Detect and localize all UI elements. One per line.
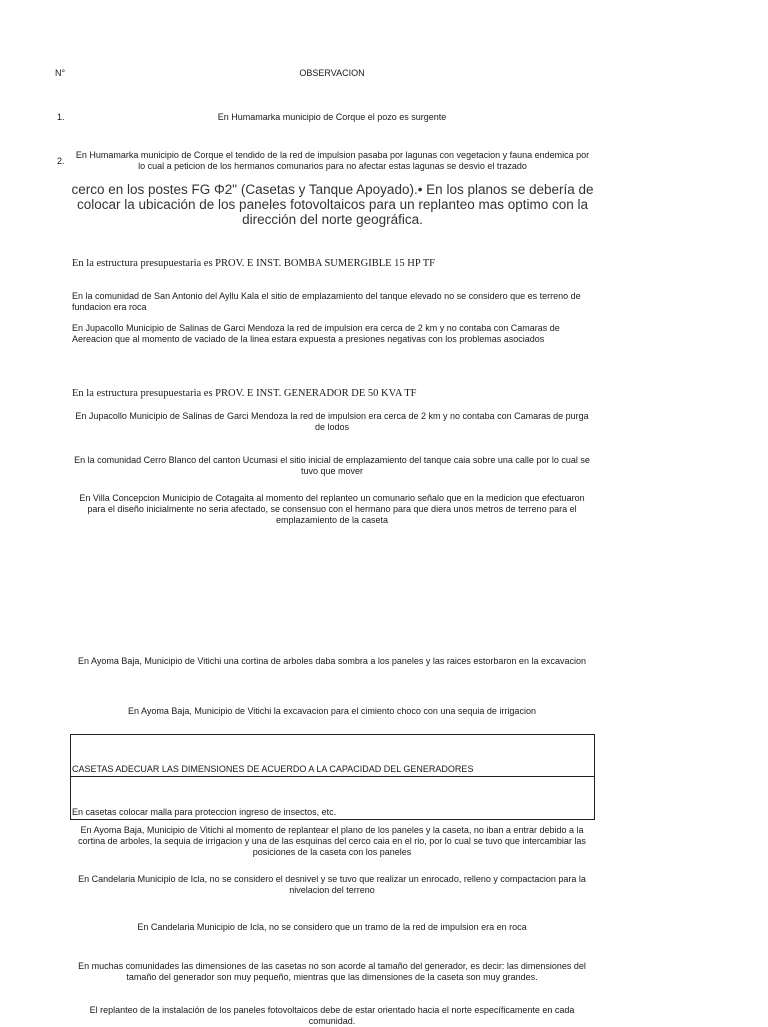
observation-text: En Candelaria Municipio de Icla, no se considero el desnivel y se tuvo que realizar un enrocado, relleno y compactacion para la nivelacion del terreno xyxy=(78,874,586,895)
observation-text: En muchas comunidades las dimensiones de las casetas no son acorde al tamaño del generador, es decir: las dimensiones del tamaño del generador son muy pequeño, mientras que las dimensiones de la caseta son muy grandes. xyxy=(78,961,586,982)
observation-text: En Villa Concepcion Municipio de Cotagaita al momento del replanteo un comunario señalo que en la medicion que efectuaron para el diseño inicialmente no seria afectado, se consensuo con el hermano para que diera unos metros de terreno para el emplazamiento de la caseta xyxy=(79,493,585,525)
observation-text: En Humamarka municipio de Corque el tendido de la red de impulsion pasaba por lagunas con vegetacion y fauna endemica por lo cual a peticion de los hermanos comunarios para no afectar estas lagunas se desvio el trazado xyxy=(75,150,590,171)
column-header-observation: OBSERVACION xyxy=(299,68,365,78)
observation-text: En Ayoma Baja, Municipio de Vitichi al momento de replantear el plano de los paneles y la caseta, no iban a entrar debido a la cortina de arboles, la sequia de irrigacion y una de las esquinas del cerco caia en el rio, por lo cual se tuvo que intercambiar las posiciones de la caseta con los paneles xyxy=(78,825,586,857)
row-number: 2. xyxy=(57,156,65,166)
budget-note-generator: En la estructura presupuestaria es PROV. E INST. GENERADOR DE 50 KVA TF xyxy=(72,388,417,399)
budget-note-pump: En la estructura presupuestaria es PROV. E INST. BOMBA SUMERGIBLE 15 HP TF xyxy=(72,258,436,269)
box-divider xyxy=(70,776,595,777)
row-number: 1. xyxy=(57,112,65,122)
observation-text: En Jupacollo Municipio de Salinas de Garci Mendoza la red de impulsion era cerca de 2 km y no contaba con Camaras de Aereacion que al momento de vaciado de la linea estara expuesta a presiones negativas con los problemas asociados xyxy=(72,323,560,344)
observation-text: En la comunidad de San Antonio del Ayllu Kala el sitio de emplazamiento del tanque elevado no se considero que es terreno de fundacion era roca xyxy=(72,291,581,312)
observation-text: En Ayoma Baja, Municipio de Vitichi una cortina de arboles daba sombra a los paneles y las raices estorbaron en la excavacion xyxy=(78,656,586,666)
column-header-number: N° xyxy=(55,68,66,78)
observation-text: En Candelaria Municipio de Icla, no se considero que un tramo de la red de impulsion era en roca xyxy=(137,922,527,932)
casetas-dimension-note: CASETAS ADECUAR LAS DIMENSIONES DE ACUERDO A LA CAPACIDAD DEL GENERADORES xyxy=(72,764,474,774)
overlay-observation-text: cerco en los postes FG Φ2" (Casetas y Tanque Apoyado).• En los planos se debería de colocar la ubicación de los paneles fotovoltaicos para un replanteo mas optimo con la dirección del norte geográfica. xyxy=(71,182,594,227)
observation-text: En Ayoma Baja, Municipio de Vitichi la excavacion para el cimiento choco con una sequia de irrigacion xyxy=(128,706,536,716)
observation-text: En Humamarka municipio de Corque el pozo es surgente xyxy=(217,112,447,122)
casetas-mesh-note: En casetas colocar malla para proteccion ingreso de insectos, etc. xyxy=(72,807,337,817)
observation-text: En Jupacollo Municipio de Salinas de Garci Mendoza la red de impulsion era cerca de 2 km y no contaba con Camaras de purga de lodos xyxy=(75,411,589,432)
observation-text: En la comunidad Cerro Blanco del canton Ucumasi el sitio inicial de emplazamiento del tanque caia sobre una calle por lo cual se tuvo que mover xyxy=(74,455,590,476)
observation-text: El replanteo de la instalación de los paneles fotovoltaicos debe de estar orientado hacia el norte específicamente en cada comunidad. xyxy=(89,1005,575,1026)
